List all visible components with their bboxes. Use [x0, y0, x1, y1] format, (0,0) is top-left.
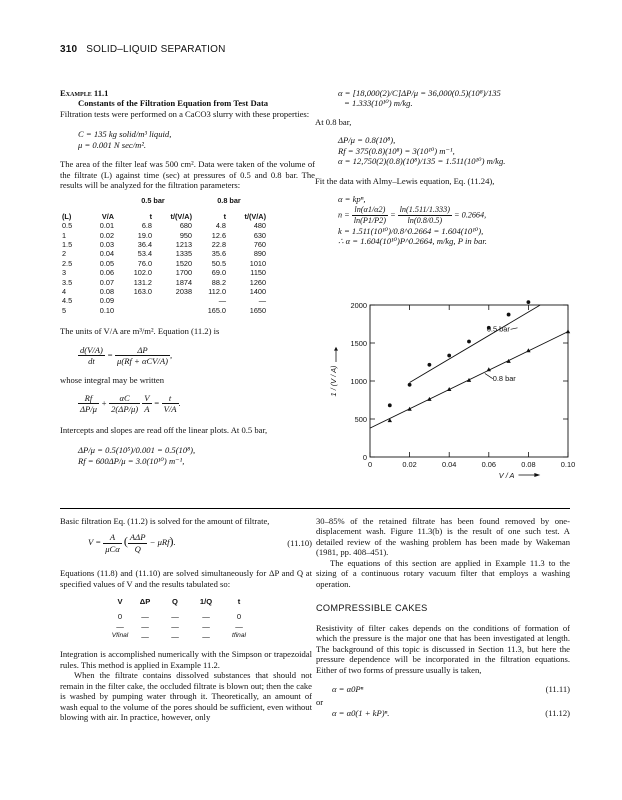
table-cell: tfinal: [232, 632, 246, 640]
table-header: Q: [172, 597, 178, 607]
eq-fraction-part: 2(ΔP/μ): [111, 404, 139, 415]
table-cell: 0.04: [99, 249, 114, 259]
eq-lhs: V =: [88, 537, 102, 548]
table-cell: 2: [62, 249, 67, 259]
table-cell: 1650: [249, 305, 266, 315]
running-header: [60, 44, 226, 56]
eq-fraction-part: ln(P1/P2): [353, 215, 387, 225]
table-header: t: [237, 597, 241, 607]
intercepts-text: Intercepts and slopes are read off the linear plots. At 0.5 bar,: [60, 424, 268, 435]
x-tick-label: 0.08: [521, 460, 536, 469]
x-tick-label: 0: [367, 460, 373, 469]
equation-number: (11.12): [545, 707, 570, 718]
fit-n-equation: [315, 205, 570, 226]
table-cell: Vfinal: [111, 632, 129, 640]
table-row: [110, 607, 256, 622]
table-row: [62, 241, 266, 250]
y-axis-label: 1 / (V / A): [329, 365, 338, 397]
eq-fraction-part: Q: [134, 543, 141, 554]
table-cell: —: [258, 296, 266, 306]
table-row: [62, 297, 266, 306]
table-cell: 2.5: [62, 258, 73, 268]
x-tick-label: 0.10: [560, 460, 576, 469]
table-cell: 131.2: [133, 277, 152, 287]
table-header: t/(V/A): [244, 211, 266, 221]
integrated-equation: [60, 393, 315, 415]
data-point-05: [467, 340, 471, 344]
at-08-label: At 0.8 bar,: [315, 116, 352, 127]
eq-fraction-part: d(V/A): [80, 344, 103, 355]
table-cell: 1520: [175, 258, 192, 268]
table-cell: 3: [62, 268, 67, 278]
table-cell: —: [141, 621, 149, 631]
table-cell: 1213: [175, 239, 192, 249]
x-axis-label: V / A: [498, 471, 515, 480]
table-cell: 1: [62, 230, 67, 240]
table-cell: —: [202, 621, 210, 631]
table-cell: [152, 307, 192, 316]
table-cell: 53.4: [137, 249, 152, 259]
results-header-row: [110, 597, 256, 607]
table-header: (L): [62, 211, 72, 221]
table-cell: 0.10: [99, 305, 114, 315]
equation-11-10: V = $\frac{A}{\text{μCα}}$ ( $\frac{\text{AΔP}}{Q}$ − μRf). (11.10): [88, 532, 312, 554]
eq-fraction-part: ln(1.511/1.333): [399, 204, 450, 214]
eq-operator: =: [153, 397, 160, 408]
y-tick-label: 2000: [350, 301, 367, 310]
table-header: V/A: [101, 211, 114, 221]
calc-08-line3: α = 12,750(2)(0.8)(10⁸)/135 = 1.511(10¹⁰) m/kg.: [338, 156, 506, 167]
table-cell: 760: [253, 239, 266, 249]
table-cell: 0.07: [99, 277, 114, 287]
eq-fraction-part: μCα: [105, 543, 120, 554]
eq-punct: ,: [169, 349, 173, 360]
eq-fraction-part: V: [144, 393, 150, 403]
eq-fraction-part: t: [162, 393, 179, 404]
table-cell: 0.01: [99, 221, 114, 231]
x-axis-arrowhead: [534, 473, 540, 477]
table-cell: —: [141, 631, 149, 641]
group-header-05: 0.5 bar: [141, 195, 165, 205]
eq-lhs: n =: [338, 210, 350, 220]
equation-number: (11.10): [287, 538, 312, 549]
table-cell: 12.6: [211, 230, 226, 240]
eq-fraction-part: μ(Rf + αCV/A): [117, 356, 168, 367]
table-cell: 76.0: [137, 258, 152, 268]
table-cell: 1874: [175, 277, 192, 287]
fit-k: k = 1.511(10¹⁰)/0.8^0.2664 = 1.604(10¹⁰),: [338, 225, 484, 236]
example-column-left: [60, 88, 315, 466]
table-cell: 22.8: [211, 239, 226, 249]
table-cell: 6.8: [141, 221, 152, 231]
lower-right-p3: Resistivity of filter cakes depends on the conditions of formation of which the pressure is the major one that has been investigated at length. The background of this topic is discussed in Section 11.3, but here the pressure dependence will be incorporated in the filtration equations. Either of two forms of pressure usually is taken,: [316, 622, 570, 675]
table-cell: 4: [62, 286, 67, 296]
table-cell: 0: [117, 612, 123, 622]
units-text: The units of V/A are m³/m². Equation (11.2) is: [60, 326, 220, 337]
calc-05-line1: ΔP/μ = 0.5(10⁵)/0.001 = 0.5(10⁸),: [78, 445, 196, 456]
eq-fraction-part: ln(α1/α2): [352, 205, 388, 216]
table-cell: 50.5: [211, 258, 226, 268]
table-row: [110, 622, 256, 632]
table-cell: 0.02: [99, 230, 114, 240]
fit-line1: α = kpⁿ,: [338, 194, 366, 205]
eq-operator: +: [101, 397, 107, 408]
eq-punct: .: [178, 397, 181, 408]
table-cell: 0.5: [62, 221, 73, 231]
table-cell: 69.0: [211, 268, 226, 278]
table-cell: 630: [253, 230, 266, 240]
eq-fraction-part: ΔP: [115, 345, 170, 356]
table-cell: 0.05: [99, 258, 114, 268]
table-cell: 1400: [249, 286, 266, 296]
x-tick-label: 0.06: [481, 460, 496, 469]
data-point-08: [467, 378, 471, 382]
equation-number: (11.11): [545, 684, 570, 695]
table-row: [62, 279, 266, 288]
table-cell: 1260: [249, 277, 266, 287]
eq-result: = 0.2664,: [454, 210, 487, 220]
data-point-05: [408, 383, 412, 387]
eq-operator: =: [390, 210, 396, 220]
equation-11-12: [316, 708, 570, 720]
table-row: [110, 632, 256, 642]
table-header-row: [62, 213, 266, 222]
series-label-08: 0.8 bar: [492, 374, 516, 383]
table-cell: 1150: [250, 268, 266, 278]
table-body: [62, 222, 266, 316]
y-axis-arrowhead: [334, 347, 338, 351]
or-text: or: [316, 697, 324, 708]
eq-tail: − μRf: [149, 537, 170, 548]
table-cell: [114, 307, 152, 316]
fit-line-05: [410, 305, 541, 383]
table-cell: 2038: [175, 286, 192, 296]
data-point-05: [527, 300, 531, 304]
table-cell: 0.06: [99, 268, 114, 278]
equation-11-11: [316, 684, 570, 696]
integral-text: whose integral may be written: [60, 374, 165, 385]
calc-05-line2: Rf = 600ΔP/μ = 3.0(10¹⁰) m⁻¹,: [78, 455, 185, 466]
table-header: t: [223, 211, 226, 221]
data-point-05: [388, 403, 392, 407]
data-point-08: [407, 407, 411, 411]
equation-body: α = α0Pⁿ: [332, 684, 364, 695]
filtration-data-table: [62, 197, 266, 316]
lower-column-left: [60, 516, 312, 723]
table-cell: 36.4: [137, 239, 152, 249]
table-row: [62, 307, 266, 316]
y-tick-label: 500: [354, 415, 367, 424]
table-cell: —: [116, 621, 124, 631]
series-leader-08: [485, 373, 493, 378]
table-cell: 0.09: [99, 296, 114, 306]
table-cell: —: [202, 612, 210, 622]
table-cell: 4.5: [62, 296, 73, 306]
data-point-05: [447, 354, 451, 358]
table-cell: —: [202, 631, 210, 641]
table-cell: 1700: [175, 268, 192, 278]
table-cell: 0: [236, 612, 242, 622]
table-row: [62, 232, 266, 241]
lower-p1: Basic filtration Eq. (11.2) is solved for the amount of filtrate,: [60, 516, 270, 526]
alpha-05-line2: = 1.333(10¹⁰) m/kg.: [344, 98, 413, 109]
eq-fraction-part: V/A: [163, 404, 177, 415]
table-cell: 163.0: [133, 286, 152, 296]
given-mu: μ = 0.001 N sec/m².: [78, 139, 147, 150]
lower-right-p2: The equations of this section are applied in Example 11.3 to the sizing of a continuous rotary vacuum filter that employs a washing operation.: [316, 557, 570, 589]
equation-body: α = α0(1 + kP)ⁿ.: [332, 707, 390, 718]
alpha-05-line1: α = [18,000(2)/C]ΔP/μ = 36,000(0.5)(10⁸)/135: [338, 88, 501, 98]
table-cell: 1.5: [62, 239, 73, 249]
eq-fraction-part: A: [144, 404, 150, 415]
table-row: [62, 269, 266, 278]
example-intro: Filtration tests were performed on a CaCO3 slurry with these properties:: [60, 108, 310, 119]
x-tick-label: 0.04: [442, 460, 457, 469]
running-title: SOLID–LIQUID SEPARATION: [86, 44, 226, 55]
table-row: [62, 260, 266, 269]
table-row: [62, 222, 266, 231]
table-cell: —: [235, 621, 243, 631]
calc-08-line2: Rf = 375(0.8)(10⁸) = 3(10¹⁰) m⁻¹,: [338, 145, 455, 156]
lower-p2: Equations (11.8) and (11.10) are solved simultaneously for ΔP and Q at specified values of V and the results tabulated so:: [60, 568, 312, 589]
fit-final: ∴ α = 1.604(10¹⁰)P^0.2664, m/kg, P in bar.: [338, 236, 487, 247]
eq-fraction-part: αC: [109, 393, 140, 404]
series-leader-05: [511, 328, 518, 330]
lower-right-p1: 30–85% of the retained filtrate has been found removed by one-displacement wash. Figure 11.3(b) is the result of one such test. A detailed review of the washing problem has been made by Wakeman (1981, pp. 408–451).: [316, 516, 570, 558]
table-cell: 88.2: [211, 277, 226, 287]
calc-08-line1: ΔP/μ = 0.8(10⁸),: [338, 135, 396, 146]
table-header: V: [117, 597, 123, 607]
given-c: C = 135 kg solid/m³ liquid,: [78, 129, 172, 140]
data-point-08: [566, 329, 570, 333]
table-cell: —: [171, 621, 179, 631]
table-cell: [114, 297, 152, 306]
table-cell: 890: [253, 249, 266, 259]
table-row: [62, 250, 266, 259]
eq-fraction-part: ln(0.8/0.5): [407, 215, 443, 225]
table-cell: 680: [179, 221, 192, 231]
table-cell: 35.6: [211, 249, 226, 259]
table-cell: 4.8: [215, 221, 226, 231]
table-header: t/(V/A): [170, 211, 192, 221]
y-tick-label: 1000: [350, 377, 367, 386]
table-cell: [152, 297, 192, 306]
table-cell: —: [171, 612, 179, 622]
lower-p3: Integration is accomplished numerically with the Simpson or trapezoidal rules. This method is applied in Example 11.2.: [60, 649, 312, 670]
y-tick-label: 1500: [350, 339, 367, 348]
table-cell: 3.5: [62, 277, 73, 287]
eq-fraction-part: dt: [88, 356, 95, 367]
section-heading: COMPRESSIBLE CAKES: [316, 603, 428, 614]
table-header: t: [149, 211, 152, 221]
table-cell: 1010: [249, 258, 266, 268]
lower-column-right: [316, 516, 570, 720]
series-label-05: 0.5 bar: [486, 324, 510, 334]
eq-fraction-part: A: [103, 532, 122, 543]
table-cell: 5: [62, 305, 67, 315]
table-cell: 950: [179, 230, 192, 240]
fit-text: Fit the data with Almy–Lewis equation, Eq. (11.24),: [315, 175, 495, 186]
figure-divider: [60, 508, 570, 509]
x-tick-label: 0.02: [402, 460, 417, 469]
table-cell: 165.0: [207, 305, 226, 315]
table-cell: —: [171, 631, 179, 641]
table-cell: 0.08: [99, 286, 114, 296]
table-cell: 1335: [175, 249, 192, 259]
table-cell: 480: [253, 221, 266, 231]
table-cell: 0.03: [99, 239, 114, 249]
equation-11-2: $\frac{d(V/A)}{dt}$ = $\frac{\Delta P}{\text{μ(Rf + αCV/A)}}$ ,: [80, 344, 173, 367]
results-table: [110, 597, 256, 641]
example-title: Constants of the Filtration Equation from Test Data: [78, 98, 269, 109]
y-tick-label: 0: [362, 453, 367, 462]
table-cell: —: [218, 296, 226, 306]
example-column-right: [315, 88, 570, 247]
eq-fraction-part: Rf: [78, 393, 99, 404]
eq-fraction-part: AΔP: [129, 532, 146, 543]
group-header-08: 0.8 bar: [217, 195, 241, 205]
example-label: Example 11.1: [60, 88, 109, 98]
filtration-plot: [318, 295, 576, 495]
table-row: [62, 288, 266, 297]
table-header: 1/Q: [199, 597, 213, 607]
table-header: ΔP: [139, 597, 151, 607]
example-paragraph: The area of the filter leaf was 500 cm². Data were taken of the volume of the filtrate (L) against time (sec) at pressures of 0.5 and 0.8 bar. The results will be analyzed for the filtration parameters:: [60, 159, 315, 191]
table-cell: 112.0: [208, 286, 226, 296]
lower-p4: When the filtrate contains dissolved substances that should not remain in the filter cake, the occluded filtrate is blown out; then the cake is washed by pumping water through it. Theoretically, an amount of wash equal to the volume of the pores should be sufficient, even without blowing with air. In practice, however, only: [60, 670, 312, 723]
eq-fraction-part: ΔP/μ: [80, 404, 97, 415]
page-number: 310: [60, 44, 78, 55]
data-point-05: [428, 363, 432, 367]
table-cell: 102.0: [133, 268, 152, 278]
data-point-05: [507, 313, 511, 317]
table-cell: —: [141, 612, 149, 622]
table-cell: 19.0: [137, 230, 152, 240]
